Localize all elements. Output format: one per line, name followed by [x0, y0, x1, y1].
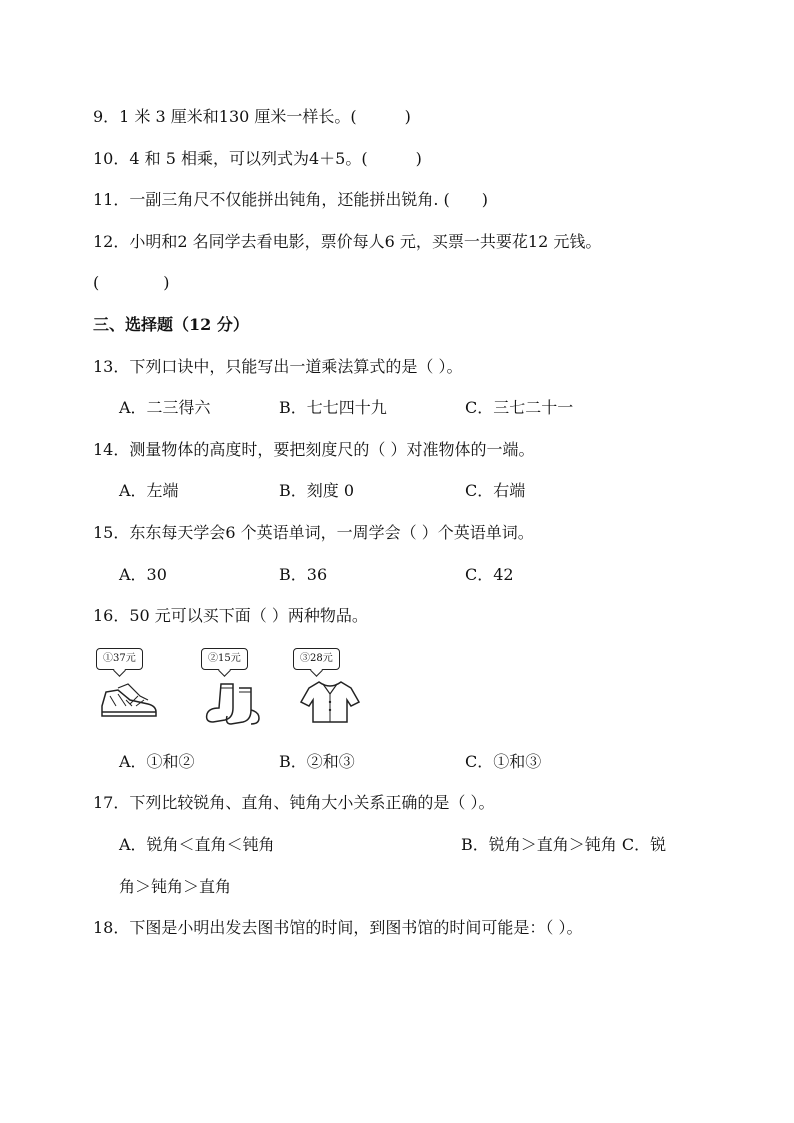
- sneaker-icon: [96, 678, 162, 722]
- shirt-icon: [293, 678, 367, 726]
- question-18-stem: 18．下图是小明出发去图书馆的时间，到图书馆的时间可能是：（ ）。: [93, 918, 583, 937]
- question-14-option-a: A．左端: [119, 481, 179, 500]
- question-16-option-a: A．①和②: [119, 752, 195, 771]
- question-13-option-a: A．二三得六: [119, 398, 211, 417]
- question-10: 10．4 和 5 相乘，可以列式为4＋5。( ): [93, 149, 422, 168]
- question-17-option-bc: B．锐角＞直角＞钝角 C．锐: [461, 835, 667, 854]
- price-tag-1: ①37元: [96, 648, 143, 670]
- question-11: 11．一副三角尺不仅能拼出钝角，还能拼出锐角. ( ): [93, 190, 489, 209]
- question-16-option-b: B．②和③: [279, 752, 355, 771]
- question-14-stem: 14．测量物体的高度时，要把刻度尺的（ ）对准物体的一端。: [93, 440, 535, 459]
- question-13-stem: 13．下列口诀中，只能写出一道乘法算式的是（ ）。: [93, 357, 463, 376]
- question-9: 9．1 米 3 厘米和130 厘米一样长。( ): [93, 107, 411, 126]
- section-title-choice: 三、选择题（12 分）: [93, 315, 249, 334]
- question-15-option-a: A．30: [119, 565, 167, 584]
- question-14-option-b: B．刻度 0: [279, 481, 355, 500]
- question-16-stem: 16．50 元可以买下面（ ）两种物品。: [93, 606, 368, 625]
- question-17-option-a: A．锐角＜直角＜钝角: [119, 835, 275, 854]
- question-16-option-c: C．①和③: [465, 752, 542, 771]
- question-15-option-b: B．36: [279, 565, 328, 584]
- question-17-option-c-continued: 角＞钝角＞直角: [119, 877, 232, 896]
- question-13-option-c: C．三七二十一: [465, 398, 574, 417]
- question-15-stem: 15．东东每天学会6 个英语单词，一周学会（ ）个英语单词。: [93, 523, 534, 542]
- question-12: 12．小明和2 名同学去看电影，票价每人6 元，买票一共要花12 元钱。: [93, 232, 602, 251]
- price-tag-3: ③28元: [293, 648, 340, 670]
- price-tag-2: ②15元: [201, 648, 248, 670]
- question-14-option-c: C．右端: [465, 481, 526, 500]
- question-15-option-c: C．42: [465, 565, 514, 584]
- question-12-answer-paren: ( ): [93, 273, 170, 292]
- question-17-stem: 17．下列比较锐角、直角、钝角大小关系正确的是（ ）。: [93, 793, 495, 812]
- question-13-option-b: B．七七四十九: [279, 398, 387, 417]
- socks-icon: [201, 678, 267, 726]
